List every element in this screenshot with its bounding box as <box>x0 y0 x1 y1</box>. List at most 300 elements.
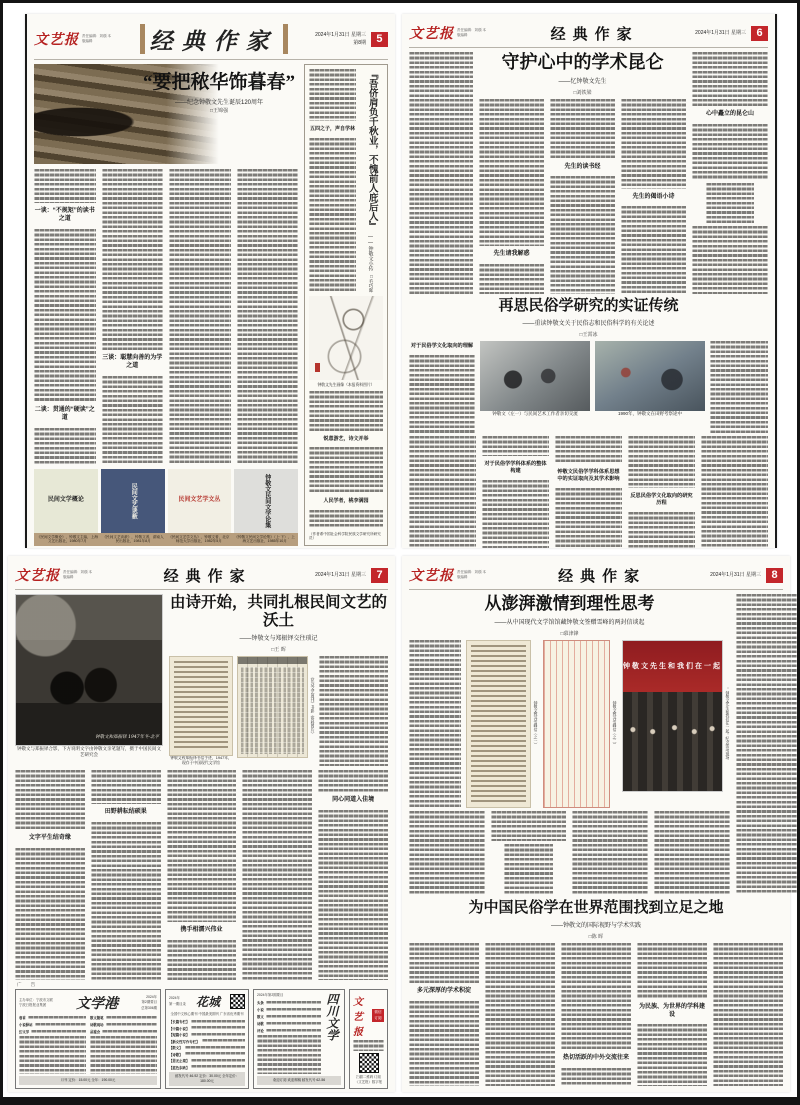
headline: 再思民俗学研究的实证传统 <box>498 298 679 314</box>
portrait-sketch <box>309 296 383 380</box>
ad-org: 主办单位：宁波市文联 宁波日报报业集团 <box>19 997 53 1007</box>
body-column <box>409 341 475 433</box>
body-text <box>309 447 383 493</box>
seal-stamp <box>315 363 320 372</box>
wechat-tag: 微信订阅 <box>372 1009 384 1021</box>
subhead: 锐意游艺，诗文并举 <box>323 435 369 442</box>
ad-toc <box>185 1046 245 1050</box>
subtitle: ——钟敬文与郑振铎交往琐记 <box>239 635 318 642</box>
poem-text <box>504 844 552 895</box>
body-column <box>637 943 707 1086</box>
ads-label: 广 告 <box>17 982 40 987</box>
subhead: 多元深厚的学术积淀 <box>416 987 471 994</box>
body-column <box>409 436 476 548</box>
ad-note: 扫描二维码 订阅《文艺报》数字报 <box>354 1074 383 1084</box>
book-title: 民间文艺谈薮 <box>130 482 137 519</box>
date: 2024年1月31日 星期三 <box>315 572 366 578</box>
ad-toc <box>191 1065 245 1069</box>
subhead: 对于民俗学学科体系的整体构建 <box>484 461 547 474</box>
lead-headline: “要把秾华饰暮春” <box>142 72 295 93</box>
byline: □刘铁梁 <box>573 89 592 96</box>
ad-toc <box>19 1036 86 1074</box>
ad-section: 诗歌现场 <box>90 1023 104 1027</box>
masthead-editor-note: 责任编辑：刘颋 本版编辑 <box>63 570 92 579</box>
page8-header <box>409 561 783 590</box>
body-column <box>736 594 800 894</box>
byline: □陈 晖 <box>588 933 604 940</box>
body-text <box>318 810 388 980</box>
clipping-text <box>241 667 304 754</box>
ad-toc <box>28 1016 86 1020</box>
body-text <box>736 594 800 894</box>
section-title-block <box>140 23 288 56</box>
book-caption: 《民间文学概论》，钟敬文主编，上海文艺出版社，1980年7月 <box>36 534 98 544</box>
body-text <box>102 169 164 350</box>
handwriting <box>471 645 526 803</box>
book-title: 民间文艺学文丛 <box>178 497 221 504</box>
body-text <box>309 69 356 121</box>
book-cover <box>34 469 98 533</box>
body-text <box>482 480 549 548</box>
body-column <box>621 99 686 294</box>
ad-section: 【蓝色东欧】 <box>169 1065 190 1070</box>
lead-headline-block <box>140 72 298 114</box>
ad-section: 头条 <box>257 1001 264 1006</box>
body-text <box>34 428 96 464</box>
body-column <box>409 943 479 1086</box>
ad-meta: 第2期要目 <box>141 1000 157 1005</box>
ad-section: 【散文】 <box>169 1046 183 1051</box>
date-block <box>315 31 366 47</box>
book-caption: 《民间文艺学文丛》，钟敬文著，北京师范大学出版社，1982年5月 <box>168 534 230 544</box>
body-text <box>319 656 388 766</box>
subhead: 为民族、为世界的学科建设 <box>638 1003 705 1018</box>
ad-meta: 2024年 <box>146 995 157 1000</box>
body-text <box>91 770 161 804</box>
page-5 <box>25 14 395 548</box>
body-text <box>167 770 237 922</box>
lead-photo <box>15 594 163 746</box>
headline: 守护心中的学术昆仑 <box>501 52 664 72</box>
ad-wenxuegang <box>15 989 161 1089</box>
lead-subtitle: ——纪念钟敬文先生诞辰120周年 <box>174 99 263 106</box>
page-6 <box>402 14 777 548</box>
body-text <box>713 943 783 1086</box>
ad-section: 评论 <box>257 1029 264 1034</box>
biography-sidebar <box>304 64 388 546</box>
body-text <box>34 229 96 402</box>
ad-title: 文学港 <box>76 996 119 1012</box>
subhead: 人民学者，桃李满园 <box>323 498 369 505</box>
body-text <box>621 99 686 189</box>
ad-section: 【诗歌】 <box>169 1052 183 1057</box>
ad-toc <box>191 1033 245 1037</box>
page5-header <box>34 19 388 60</box>
body-text <box>637 943 707 999</box>
subtitle: ——重读钟敬文关于民俗志和民俗科学的有关论述 <box>522 321 655 328</box>
page-number-badge: 8 <box>766 568 783 583</box>
photo-caption: “钟敬文先生和我们在一起”纪念活动现场 <box>725 687 730 760</box>
body-text <box>479 264 544 294</box>
ad-sichuanwenxue <box>253 989 345 1089</box>
headline: 从澎湃激情到理性思考 <box>484 594 655 613</box>
body-text <box>169 169 231 464</box>
body-column <box>167 770 237 980</box>
ad-meta: 2024年第2期要目 <box>257 993 284 997</box>
body-text <box>491 811 567 841</box>
body-column <box>692 52 768 294</box>
page-number-badge: 5 <box>371 32 388 47</box>
body-text <box>309 391 383 431</box>
ad-wenyibao-subscribe <box>349 989 388 1089</box>
body-column <box>409 640 461 808</box>
sidebar-vertical-title: 『吾侪肩负千秋业，不愧前人庇后人』 <box>366 69 377 231</box>
banner-text: 钟敬文先生和我们在一起 <box>623 663 722 671</box>
ad-toc <box>185 1052 245 1056</box>
section-title: 经典作家 <box>149 27 278 55</box>
subtitle: ——从中国现代文学馆馆藏钟敬文签赠雪峰的两封信谈起 <box>494 619 645 626</box>
document-caption: 钟敬文致冯雪峰信（之一） <box>534 700 538 747</box>
body-column <box>701 436 768 548</box>
ad-toc <box>266 1015 321 1019</box>
date: 2024年1月31日 星期三 <box>710 572 761 578</box>
photo-caption: 1990年，钟敬文在田野考察途中 <box>617 411 682 417</box>
subhead: 心中矗立的昆仑山 <box>705 111 754 117</box>
byline: □王霄冰 <box>579 332 598 339</box>
letter-image-1 <box>466 640 531 808</box>
body-text <box>318 770 388 792</box>
ad-huacheng <box>165 989 249 1089</box>
byline: □慕津锋 <box>560 630 579 637</box>
document-block <box>543 640 617 808</box>
clipping-image <box>237 656 308 758</box>
ad-title: 四川文学 <box>325 993 339 1041</box>
body-text <box>102 376 164 464</box>
ad-meta: 第一期目录 <box>169 1001 186 1006</box>
masthead-logo: 文艺报 <box>15 569 60 584</box>
book-cover <box>101 469 165 533</box>
body-text <box>628 512 695 548</box>
ad-section: 小说驿站 <box>19 1023 33 1027</box>
subhead: 携手相濡兴伟业 <box>180 927 223 934</box>
ad-footer: 邮发代号 46-92 定价：30.00元 全年定价：180.00元 <box>169 1072 245 1086</box>
clipping-caption: 《民众文艺周刊》书影（资料图片） <box>311 675 315 737</box>
body-text <box>309 510 383 529</box>
body-column <box>713 943 783 1086</box>
body-column <box>628 436 695 548</box>
ad-section: 幻文学 <box>19 1030 30 1034</box>
ad-toc <box>191 1059 245 1063</box>
body-text <box>692 226 768 294</box>
body-text <box>701 436 768 548</box>
body-text <box>409 355 475 433</box>
body-text <box>561 943 631 1050</box>
book-cover <box>234 469 298 533</box>
photo-block <box>480 341 590 433</box>
sidebar-title-strip <box>359 69 383 293</box>
ad-section: 【中篇小说】 <box>169 1026 190 1031</box>
body-text <box>237 169 299 464</box>
body-column <box>710 341 768 433</box>
ad-toc <box>106 1023 157 1027</box>
body-column <box>550 99 615 294</box>
article-2 <box>409 900 783 1086</box>
body-text <box>409 1001 479 1086</box>
poem-text <box>706 183 753 223</box>
subtitle: ——钟敬文的国际视野与学术实践 <box>550 922 641 929</box>
ad-toc <box>266 1029 321 1033</box>
book-title: 民间文学概论 <box>47 497 84 504</box>
issue-label: 第8期 <box>353 40 366 46</box>
ad-section: 【思无止境】 <box>169 1059 190 1064</box>
ad-toc <box>106 1016 157 1020</box>
subhead: 三谈：聪慧向善的为学之道 <box>102 355 163 369</box>
masthead-logo: 文艺报 <box>409 569 454 584</box>
body-column <box>485 943 555 1086</box>
subhead: 对于民俗学文化取向的理解 <box>410 343 474 350</box>
body-text <box>242 770 312 980</box>
subhead: 钟敬文民俗学学科体系思想中的实证取向及其学术影响 <box>557 469 620 482</box>
subhead: 热切活跃的中外交流往来 <box>562 1054 629 1061</box>
letter-image-2 <box>543 640 610 808</box>
ad-footer: 月刊 定价：15.00元 全年：190.00元 <box>19 1076 157 1085</box>
body-text <box>555 436 622 464</box>
clipping-block <box>237 656 315 766</box>
body-column <box>242 770 312 980</box>
ad-section: 诗歌 <box>257 1022 264 1027</box>
body-columns <box>15 770 388 980</box>
body-text <box>482 436 549 456</box>
body-text <box>550 99 615 159</box>
field-photo-2 <box>595 341 705 411</box>
author-note: （作者系中国社会科学院民族文学研究所研究员） <box>309 531 381 541</box>
date: 2024年1月31日 星期三 <box>315 32 366 38</box>
byline: □王 晖 <box>271 646 286 653</box>
photo-caption: 钟敬文（左一）与民间艺术工作者亲切交流 <box>492 411 578 417</box>
page-number-badge: 6 <box>751 26 768 41</box>
ad-section: 卷首 <box>19 1016 26 1020</box>
photo-caption: 钟敬文与郑振铎合影，下方说明文字由钟敬文亲笔题写，摄于中国民间文艺研究会 <box>17 746 161 757</box>
body-text <box>710 341 768 433</box>
article-1 <box>409 52 768 294</box>
ad-section: 小说 <box>257 1008 264 1013</box>
body-column <box>237 169 299 464</box>
masthead <box>409 565 487 585</box>
subhead: 五四之子，声自学林 <box>309 126 355 132</box>
body-text <box>479 99 544 247</box>
page-7 <box>8 556 395 1092</box>
ad-section: 【短篇小说】 <box>169 1033 190 1038</box>
decor-bar-right <box>283 24 288 54</box>
book-caption: 《民间文艺谈薮》，钟敬文著，湖南人民出版社，1981年8月 <box>102 534 164 544</box>
ad-toc <box>257 1035 321 1074</box>
body-text <box>409 640 461 808</box>
body-text <box>621 206 686 294</box>
ad-body-text <box>353 1040 384 1051</box>
body-column <box>102 169 164 464</box>
subhead: 一谈：“不规矩”的读书之道 <box>34 208 95 222</box>
body-columns <box>34 169 298 464</box>
subhead: 反思民俗学文化取向的研究历程 <box>630 493 693 506</box>
body-text <box>628 436 695 488</box>
book-covers-strip <box>34 469 298 546</box>
ad-section: 【长篇专栏】 <box>169 1020 190 1025</box>
ad-footer: 欢迎订阅 欢迎赐稿 邮发代号 62-56 <box>257 1076 341 1085</box>
ad-title: 文艺报 <box>353 997 363 1038</box>
ad-toc <box>266 1008 321 1012</box>
body-column <box>91 770 161 980</box>
section-title: 经典作家 <box>558 567 647 585</box>
body-text <box>15 770 85 830</box>
ads-strip <box>15 989 388 1089</box>
body-text <box>637 1024 707 1085</box>
body-column <box>479 99 544 294</box>
ad-toc <box>102 1030 157 1034</box>
qr-code <box>230 994 245 1009</box>
ad-toc <box>202 1039 245 1043</box>
body-column <box>319 656 388 766</box>
masthead <box>15 565 93 585</box>
body-column <box>15 770 85 980</box>
photo-inscription: 钟敬文和郑振铎 1947年冬·北平 <box>95 735 159 741</box>
body-text <box>692 124 768 180</box>
letter-caption: 钟敬文致郑振铎书信手迹，1947年，现存于中国现代文学馆 <box>170 756 232 766</box>
headline: 为中国民俗学在世界范围找到立足之地 <box>468 899 724 916</box>
subhead: 二谈：贯通的“硬读”之道 <box>34 407 95 421</box>
ad-toc <box>266 1001 321 1005</box>
body-text <box>409 943 479 983</box>
body-text <box>409 52 473 294</box>
body-text <box>555 488 622 548</box>
handwriting <box>174 661 228 752</box>
page7-header <box>15 561 388 590</box>
book-title: 钟敬文民间文学论集 <box>263 473 270 528</box>
body-text <box>34 169 96 203</box>
page-8 <box>402 556 790 1092</box>
ad-section: 散文随笔 <box>90 1016 104 1020</box>
event-photo-block <box>622 640 730 808</box>
article-1 <box>409 594 783 895</box>
book-captions <box>34 533 298 546</box>
body-text <box>654 811 730 895</box>
ad-toc <box>90 1036 157 1074</box>
ad-title: 花城 <box>195 995 220 1009</box>
masthead-logo: 文艺报 <box>34 33 79 48</box>
event-photo <box>622 640 723 792</box>
body-text <box>15 848 85 980</box>
body-text <box>561 1068 631 1086</box>
body-column <box>318 770 388 980</box>
document-caption: 钟敬文致冯雪峰信（之二） <box>613 700 617 747</box>
article-1-center <box>479 52 686 294</box>
body-text <box>692 52 768 106</box>
date-block <box>695 29 746 37</box>
body-text <box>485 943 555 1086</box>
body-column <box>409 811 485 895</box>
ad-toc <box>266 1022 321 1026</box>
stage-banner <box>623 641 722 692</box>
body-column <box>561 943 631 1086</box>
sidebar-vertical-subtitle: ——钟敬文小传 <box>367 233 374 271</box>
sidebar-body <box>309 69 356 293</box>
body-text <box>409 436 476 548</box>
field-photo-1 <box>480 341 590 411</box>
body-column <box>34 169 96 464</box>
lead-photo <box>34 64 298 164</box>
subhead: 同心同道入佳境 <box>332 797 375 803</box>
subhead: 先生的读书经 <box>564 163 601 170</box>
book-caption: 《钟敬文民间文学论集》（上·下），上海文艺出版社，1985年10月 <box>234 534 295 544</box>
ad-section: 散文 <box>257 1015 264 1020</box>
photo-block <box>15 594 163 766</box>
lead-region <box>15 594 388 766</box>
document-block <box>466 640 538 808</box>
ad-section: 品鉴会 <box>90 1030 101 1034</box>
body-column <box>482 436 549 548</box>
photo-block <box>595 341 705 433</box>
date: 2024年1月31日 星期三 <box>695 30 746 36</box>
ad-toc <box>35 1023 86 1027</box>
body-text <box>550 176 615 294</box>
masthead-editor-note: 责任编辑：刘颋 本版编辑 <box>457 570 486 579</box>
book-cover <box>168 469 232 533</box>
letter-block <box>169 656 233 766</box>
page6-header <box>409 19 768 48</box>
body-text <box>167 940 237 980</box>
ad-toc <box>191 1026 245 1030</box>
sketch-caption: 钟敬文先生画像（本报资料图片） <box>317 383 375 387</box>
qr-code <box>359 1053 379 1073</box>
ad-toc <box>31 1030 86 1034</box>
crowd <box>623 692 722 791</box>
lead-byline: □王锦强 <box>209 107 229 114</box>
body-text <box>409 811 485 895</box>
section-title: 经典作家 <box>550 25 639 43</box>
subhead: 先生的偈语小诗 <box>632 193 675 200</box>
date-block <box>710 571 761 579</box>
body-text <box>309 138 356 294</box>
ad-tagline: 全国中文核心期刊 中国最美期刊 广东省优秀期刊 <box>170 1012 244 1016</box>
masthead-editor-note: 责任编辑：刘颋 本版编辑 <box>457 28 486 37</box>
masthead-editor-note: 责任编辑：刘颋 本版编辑 <box>82 34 111 43</box>
sidebar-byline: □毛巧晖 <box>369 273 374 292</box>
article-2 <box>409 298 768 548</box>
body-column <box>169 169 231 464</box>
masthead-logo: 文艺报 <box>409 27 454 42</box>
letter-image <box>169 656 233 757</box>
body-column <box>654 811 730 895</box>
body-column <box>409 52 473 294</box>
body-column <box>491 811 567 895</box>
subhead: 田野耕耘结硕果 <box>104 809 147 815</box>
headline: 由诗开始，共同扎根民间文艺的沃土 <box>169 594 387 629</box>
date-block <box>315 571 366 579</box>
body-column <box>555 436 622 548</box>
subhead: 文字平生结奇缘 <box>28 835 71 841</box>
ad-section: 【新女性写作专栏】 <box>169 1039 200 1044</box>
section-title: 经典作家 <box>163 567 252 585</box>
ad-toc <box>191 1020 245 1024</box>
masthead <box>34 29 112 49</box>
masthead <box>409 23 487 43</box>
ad-meta: 2024年 <box>169 996 180 1001</box>
decor-bar-left <box>140 24 145 54</box>
subhead: 先生请我解惑 <box>493 251 530 258</box>
body-text <box>91 822 161 980</box>
body-text <box>572 811 648 895</box>
page-number-badge: 7 <box>371 568 388 583</box>
subtitle: ——忆钟敬文先生 <box>558 78 607 85</box>
